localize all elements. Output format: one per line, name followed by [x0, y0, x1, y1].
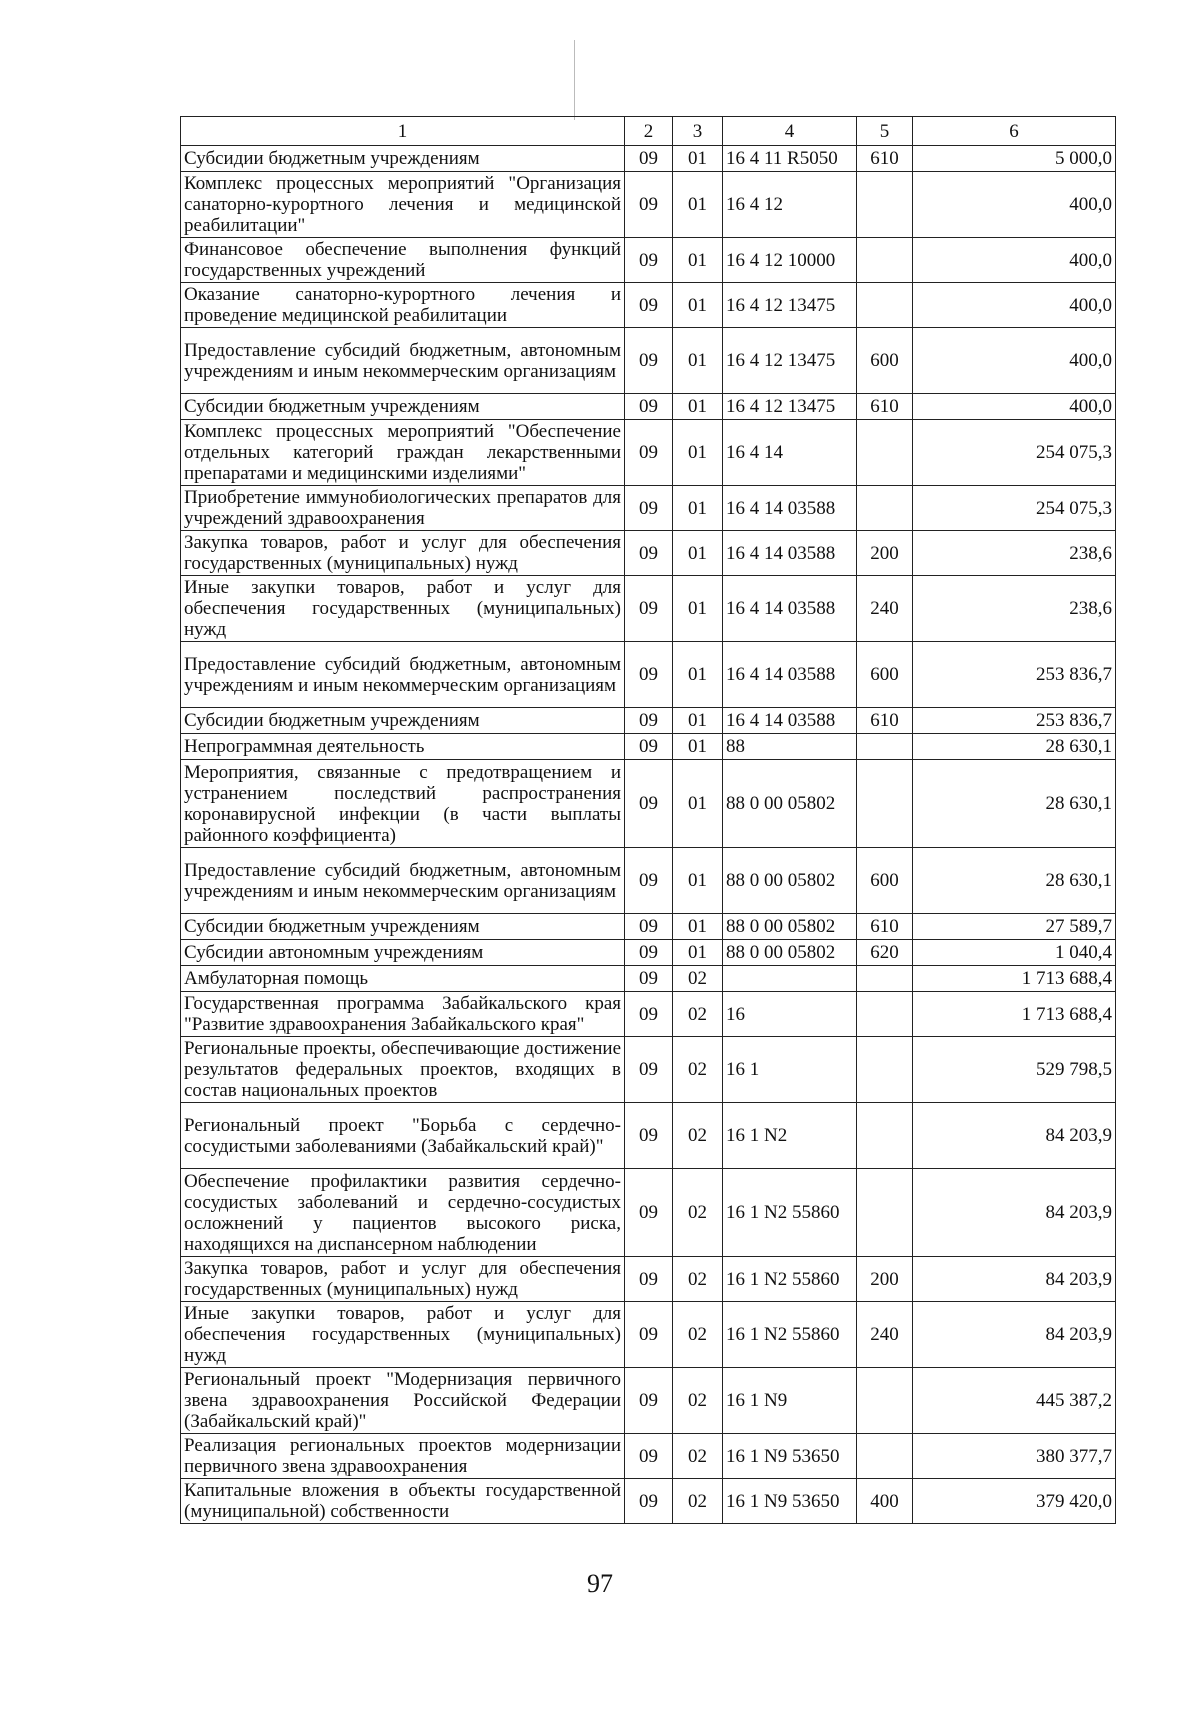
- cell-name: Региональный проект "Модернизация первичного звена здравоохранения Российской Федерации (Забайкальский край)": [181, 1368, 625, 1434]
- table-row: [181, 328, 1116, 394]
- table-row: [181, 848, 1116, 914]
- cell-col-3: 01: [673, 708, 723, 734]
- cell-name: Непрограммная деятельность: [181, 734, 625, 760]
- cell-col-3: 01: [673, 734, 723, 760]
- cell-col-6: 254 075,3: [913, 486, 1116, 531]
- cell-col-2: 09: [625, 1368, 673, 1434]
- cell-col-6: 254 075,3: [913, 420, 1116, 486]
- cell-name: Комплекс процессных мероприятий "Организация санаторно-курортного лечения и медицинской реабилитации": [181, 172, 625, 238]
- cell-col-2: 09: [625, 1037, 673, 1103]
- cell-col-5: 240: [857, 1302, 913, 1368]
- cell-col-4: 16 1: [723, 1037, 857, 1103]
- cell-col-3: 02: [673, 1169, 723, 1257]
- cell-col-6: 400,0: [913, 238, 1116, 283]
- header-col-6: 6: [913, 117, 1116, 146]
- cell-col-4: [723, 966, 857, 992]
- cell-col-2: 09: [625, 966, 673, 992]
- table-row: [181, 172, 1116, 238]
- table-row: [181, 992, 1116, 1037]
- cell-col-3: 01: [673, 914, 723, 940]
- cell-col-4: 16 4 14: [723, 420, 857, 486]
- cell-name: Субсидии автономным учреждениям: [181, 940, 625, 966]
- cell-col-2: 09: [625, 1479, 673, 1524]
- header-col-1: 1: [181, 117, 625, 146]
- cell-col-4: 16 4 12 13475: [723, 394, 857, 420]
- cell-name: Реализация региональных проектов модернизации первичного звена здравоохранения: [181, 1434, 625, 1479]
- cell-col-2: 09: [625, 1103, 673, 1169]
- header-col-2: 2: [625, 117, 673, 146]
- cell-col-2: 09: [625, 1434, 673, 1479]
- cell-col-3: 01: [673, 283, 723, 328]
- cell-col-3: 02: [673, 1037, 723, 1103]
- table-row: [181, 642, 1116, 708]
- cell-col-5: 620: [857, 940, 913, 966]
- cell-col-6: 400,0: [913, 394, 1116, 420]
- cell-col-3: 02: [673, 1368, 723, 1434]
- cell-col-6: 27 589,7: [913, 914, 1116, 940]
- cell-col-4: 16 4 14 03588: [723, 576, 857, 642]
- table-row: [181, 1169, 1116, 1257]
- table-row: [181, 708, 1116, 734]
- cell-col-2: 09: [625, 734, 673, 760]
- table-row: [181, 1257, 1116, 1302]
- cell-col-3: 01: [673, 172, 723, 238]
- cell-col-5: [857, 1103, 913, 1169]
- cell-col-5: [857, 760, 913, 848]
- cell-name: Предоставление субсидий бюджетным, автономным учреждениям и иным некоммерческим организациям: [181, 848, 625, 914]
- budget-table: [180, 116, 1116, 1524]
- cell-col-2: 09: [625, 848, 673, 914]
- cell-name: Амбулаторная помощь: [181, 966, 625, 992]
- cell-col-3: 01: [673, 146, 723, 172]
- cell-col-6: 28 630,1: [913, 734, 1116, 760]
- table-row: [181, 486, 1116, 531]
- cell-col-5: [857, 420, 913, 486]
- cell-col-5: [857, 992, 913, 1037]
- cell-name: Финансовое обеспечение выполнения функций государственных учреждений: [181, 238, 625, 283]
- cell-col-4: 88 0 00 05802: [723, 848, 857, 914]
- cell-col-6: 1 040,4: [913, 940, 1116, 966]
- cell-name: Государственная программа Забайкальского края "Развитие здравоохранения Забайкальского края": [181, 992, 625, 1037]
- cell-col-2: 09: [625, 914, 673, 940]
- table-row: [181, 1434, 1116, 1479]
- cell-col-3: 01: [673, 940, 723, 966]
- cell-col-3: 02: [673, 1434, 723, 1479]
- cell-col-6: 84 203,9: [913, 1302, 1116, 1368]
- table-header-row: [181, 117, 1116, 146]
- header-col-4: 4: [723, 117, 857, 146]
- cell-name: Иные закупки товаров, работ и услуг для обеспечения государственных (муниципальных) нужд: [181, 1302, 625, 1368]
- table-row: [181, 531, 1116, 576]
- cell-col-6: 84 203,9: [913, 1257, 1116, 1302]
- cell-col-6: 84 203,9: [913, 1169, 1116, 1257]
- cell-col-6: 238,6: [913, 531, 1116, 576]
- cell-col-2: 09: [625, 172, 673, 238]
- cell-col-6: 253 836,7: [913, 708, 1116, 734]
- cell-col-3: 01: [673, 420, 723, 486]
- cell-name: Комплекс процессных мероприятий "Обеспечение отдельных категорий граждан лекарственными препаратами и медицинскими изделиями": [181, 420, 625, 486]
- cell-col-4: 16 1 N9 53650: [723, 1479, 857, 1524]
- header-col-5: 5: [857, 117, 913, 146]
- cell-col-6: 400,0: [913, 283, 1116, 328]
- cell-col-4: 16 4 12 10000: [723, 238, 857, 283]
- cell-name: Мероприятия, связанные с предотвращением и устранением последствий распространения коронавирусной инфекции (в части выплаты районного коэффициента): [181, 760, 625, 848]
- cell-col-4: 16 1 N9: [723, 1368, 857, 1434]
- cell-col-3: 02: [673, 1103, 723, 1169]
- cell-col-6: 400,0: [913, 328, 1116, 394]
- table-row: [181, 760, 1116, 848]
- cell-col-2: 09: [625, 486, 673, 531]
- cell-col-4: 88 0 00 05802: [723, 940, 857, 966]
- cell-col-4: 88: [723, 734, 857, 760]
- cell-col-4: 88 0 00 05802: [723, 760, 857, 848]
- cell-col-3: 01: [673, 486, 723, 531]
- cell-col-3: 02: [673, 1479, 723, 1524]
- cell-col-2: 09: [625, 940, 673, 966]
- table-row: [181, 966, 1116, 992]
- cell-col-4: 16 4 14 03588: [723, 708, 857, 734]
- cell-name: Закупка товаров, работ и услуг для обеспечения государственных (муниципальных) нужд: [181, 1257, 625, 1302]
- cell-col-6: 28 630,1: [913, 848, 1116, 914]
- cell-col-4: 16 1 N2: [723, 1103, 857, 1169]
- cell-col-6: 28 630,1: [913, 760, 1116, 848]
- table-row: [181, 940, 1116, 966]
- cell-col-3: 02: [673, 992, 723, 1037]
- cell-col-4: 16 4 12 13475: [723, 328, 857, 394]
- table-body: [181, 146, 1116, 1524]
- cell-col-2: 09: [625, 420, 673, 486]
- cell-name: Региональный проект "Борьба с сердечно-сосудистыми заболеваниями (Забайкальский край)": [181, 1103, 625, 1169]
- cell-col-2: 09: [625, 1302, 673, 1368]
- cell-col-2: 09: [625, 146, 673, 172]
- table-row: [181, 1302, 1116, 1368]
- cell-col-5: [857, 1368, 913, 1434]
- cell-col-5: 600: [857, 328, 913, 394]
- cell-col-2: 09: [625, 1169, 673, 1257]
- cell-col-5: 610: [857, 708, 913, 734]
- cell-col-4: 16 4 11 R5050: [723, 146, 857, 172]
- cell-col-3: 01: [673, 576, 723, 642]
- table-row: [181, 146, 1116, 172]
- cell-name: Обеспечение профилактики развития сердечно-сосудистых заболеваний и сердечно-сосудистых осложнений у пациентов высокого риска, находящихся на диспансерном наблюдении: [181, 1169, 625, 1257]
- cell-col-5: [857, 1169, 913, 1257]
- cell-col-4: 88 0 00 05802: [723, 914, 857, 940]
- table-row: [181, 914, 1116, 940]
- cell-name: Иные закупки товаров, работ и услуг для обеспечения государственных (муниципальных) нужд: [181, 576, 625, 642]
- cell-col-2: 09: [625, 238, 673, 283]
- cell-col-5: 610: [857, 146, 913, 172]
- cell-name: Оказание санаторно-курортного лечения и проведение медицинской реабилитации: [181, 283, 625, 328]
- cell-col-5: 600: [857, 642, 913, 708]
- cell-col-2: 09: [625, 708, 673, 734]
- cell-col-4: 16 1 N9 53650: [723, 1434, 857, 1479]
- cell-col-4: 16: [723, 992, 857, 1037]
- cell-col-5: 610: [857, 394, 913, 420]
- cell-col-6: 379 420,0: [913, 1479, 1116, 1524]
- cell-col-6: 5 000,0: [913, 146, 1116, 172]
- cell-name: Закупка товаров, работ и услуг для обеспечения государственных (муниципальных) нужд: [181, 531, 625, 576]
- cell-col-2: 09: [625, 760, 673, 848]
- cell-col-4: 16 4 12: [723, 172, 857, 238]
- cell-col-4: 16 1 N2 55860: [723, 1302, 857, 1368]
- cell-col-6: 84 203,9: [913, 1103, 1116, 1169]
- table-row: [181, 1368, 1116, 1434]
- cell-col-6: 380 377,7: [913, 1434, 1116, 1479]
- cell-col-3: 02: [673, 966, 723, 992]
- cell-col-2: 09: [625, 283, 673, 328]
- cell-name: Субсидии бюджетным учреждениям: [181, 914, 625, 940]
- table-row: [181, 420, 1116, 486]
- cell-col-6: 238,6: [913, 576, 1116, 642]
- cell-col-3: 01: [673, 642, 723, 708]
- cell-col-5: 610: [857, 914, 913, 940]
- cell-name: Предоставление субсидий бюджетным, автономным учреждениям и иным некоммерческим организациям: [181, 642, 625, 708]
- header-col-3: 3: [673, 117, 723, 146]
- scan-artifact-line: [574, 40, 575, 120]
- cell-col-3: 01: [673, 760, 723, 848]
- cell-name: Региональные проекты, обеспечивающие достижение результатов федеральных проектов, входящих в состав национальных проектов: [181, 1037, 625, 1103]
- cell-col-4: 16 4 14 03588: [723, 486, 857, 531]
- cell-name: Капитальные вложения в объекты государственной (муниципальной) собственности: [181, 1479, 625, 1524]
- cell-col-5: [857, 238, 913, 283]
- cell-col-3: 02: [673, 1257, 723, 1302]
- cell-col-3: 01: [673, 531, 723, 576]
- cell-col-2: 09: [625, 642, 673, 708]
- cell-col-3: 01: [673, 238, 723, 283]
- cell-col-2: 09: [625, 576, 673, 642]
- cell-col-6: 253 836,7: [913, 642, 1116, 708]
- cell-col-5: [857, 172, 913, 238]
- cell-col-6: 529 798,5: [913, 1037, 1116, 1103]
- table-row: [181, 1037, 1116, 1103]
- page-number: 97: [587, 1569, 613, 1598]
- cell-col-5: [857, 486, 913, 531]
- cell-col-5: 200: [857, 531, 913, 576]
- cell-col-5: [857, 1037, 913, 1103]
- cell-col-5: [857, 966, 913, 992]
- cell-col-6: 1 713 688,4: [913, 966, 1116, 992]
- cell-col-2: 09: [625, 328, 673, 394]
- cell-col-5: 400: [857, 1479, 913, 1524]
- cell-col-4: 16 4 12 13475: [723, 283, 857, 328]
- cell-name: Субсидии бюджетным учреждениям: [181, 394, 625, 420]
- cell-col-5: 600: [857, 848, 913, 914]
- cell-col-2: 09: [625, 531, 673, 576]
- cell-col-5: 200: [857, 1257, 913, 1302]
- table-row: [181, 1103, 1116, 1169]
- cell-col-3: 02: [673, 1302, 723, 1368]
- cell-col-4: 16 4 14 03588: [723, 531, 857, 576]
- cell-col-4: 16 4 14 03588: [723, 642, 857, 708]
- cell-col-6: 445 387,2: [913, 1368, 1116, 1434]
- cell-name: Субсидии бюджетным учреждениям: [181, 708, 625, 734]
- cell-col-6: 1 713 688,4: [913, 992, 1116, 1037]
- cell-name: Субсидии бюджетным учреждениям: [181, 146, 625, 172]
- table-row: [181, 238, 1116, 283]
- table-row: [181, 576, 1116, 642]
- cell-col-2: 09: [625, 394, 673, 420]
- cell-col-2: 09: [625, 1257, 673, 1302]
- cell-col-4: 16 1 N2 55860: [723, 1169, 857, 1257]
- table-row: [181, 283, 1116, 328]
- cell-col-3: 01: [673, 848, 723, 914]
- cell-col-6: 400,0: [913, 172, 1116, 238]
- cell-col-4: 16 1 N2 55860: [723, 1257, 857, 1302]
- table-row: [181, 734, 1116, 760]
- cell-col-5: 240: [857, 576, 913, 642]
- cell-col-3: 01: [673, 328, 723, 394]
- table-row: [181, 394, 1116, 420]
- cell-col-5: [857, 283, 913, 328]
- table-row: [181, 1479, 1116, 1524]
- cell-name: Приобретение иммунобиологических препаратов для учреждений здравоохранения: [181, 486, 625, 531]
- cell-name: Предоставление субсидий бюджетным, автономным учреждениям и иным некоммерческим организациям: [181, 328, 625, 394]
- cell-col-3: 01: [673, 394, 723, 420]
- cell-col-2: 09: [625, 992, 673, 1037]
- cell-col-5: [857, 1434, 913, 1479]
- cell-col-5: [857, 734, 913, 760]
